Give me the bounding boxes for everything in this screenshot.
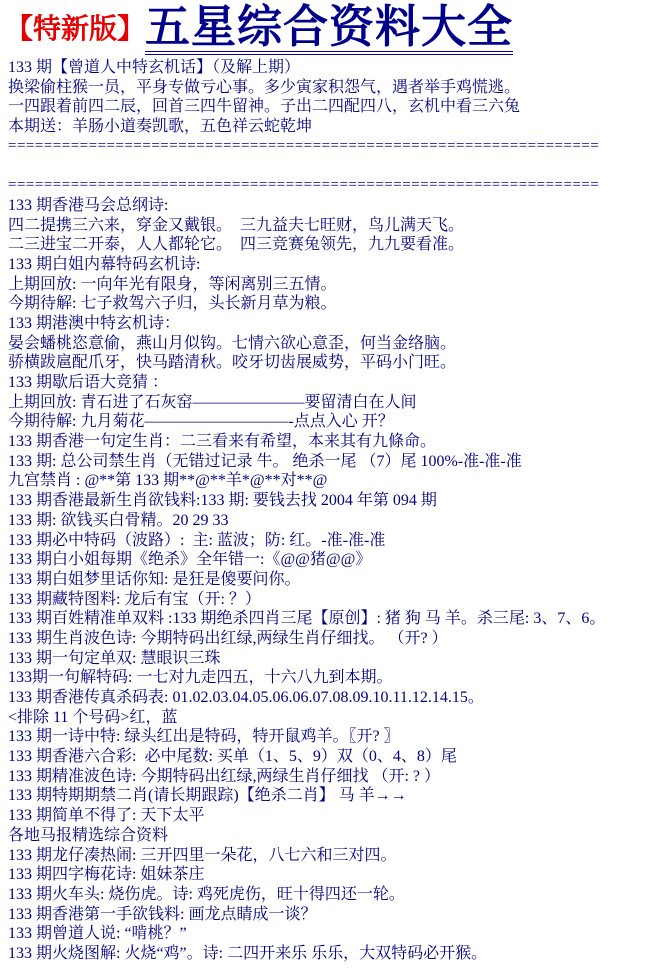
text-line: 133 期生肖波色诗: 今期特码出红绿,两绿生肖仔细找。 （开? ） — [8, 629, 448, 647]
blank-line — [8, 156, 652, 176]
text-line: 133 期火烧图解: 火烧“鸡”。诗: 二四开来乐 乐乐，大双特码必开猴。 — [8, 944, 488, 962]
text-line: 133 期香港传真杀码表: 01.02.03.04.05.06.06.07.08.09.10.11.12.14.15。 — [8, 689, 484, 706]
text-line: 133 期香港最新生肖欲钱料:133 期: 要钱去找 2004 年第 094 期 — [8, 492, 437, 510]
text-line: 133 期歇后语大竞猜 ： — [8, 374, 169, 391]
text-line: 133 期: 总公司禁生肖（无错过记录 牛。 绝杀一尾 （7）尾 100%-准-准-准 — [8, 452, 522, 470]
text-line: 133 期曾道人说: “啃桃？” — [8, 925, 187, 943]
text-line: 133期一句解特码: 一七对九走四五，十六八九到本期。 — [8, 669, 393, 687]
text-line: 133 期白姐梦里话你知: 是狂是傻要问你。 — [8, 570, 301, 588]
text-line: 本期送：羊肠小道奏凯歌，五色祥云蛇乾坤 — [8, 118, 313, 136]
text-line: 133 期简单不得了: 天下太平 — [8, 807, 205, 825]
text-line: 晏会蟠桃恣意偷，燕山月似钩。七情六欲心意歪，何当金络脑。 — [8, 334, 457, 352]
text-line: 各地马报精选综合资料 — [8, 826, 169, 844]
text-line: 133 期白小姐每期《绝杀》全年错一:《@@猪@@》 — [8, 551, 372, 569]
text-line: 一四跟着前四二辰，回首三四牛留神。子出二四配四八，玄机中看三六兔 — [8, 98, 521, 116]
text-line: 133 期精准波色诗: 今期特码出红绿,两绿生肖仔细找 （开: ? ） — [8, 767, 440, 785]
text-line: 133 期港澳中特玄机诗： — [8, 314, 181, 332]
text-line: 换梁偷柱猴一员，平身专做亏心事。多少寅家积怨气，遇者举手鸡慌逃。 — [8, 78, 521, 96]
text-line: 二三进宝二开泰，人人都轮它。 四三竞赛兔领先，九九要看准。 — [8, 236, 465, 254]
text-line: 133 期四字梅花诗: 姐妹茶庄 — [8, 866, 205, 884]
text-line: 133 期白姐内幕特码玄机诗: — [8, 255, 201, 273]
text-line: 133 期: 欲钱买白骨精。20 29 33 — [8, 511, 229, 529]
text-line: 上期回放: 一向年光有限身，等闲离别三五情。 — [8, 275, 337, 293]
text-line: 133 期香港第一手欲钱料: 画龙点睛成一谈？ — [8, 905, 317, 923]
separator-line: ================================================================== — [8, 137, 600, 154]
text-line: 133 期一诗中特: 绿头红出是特码，特开鼠鸡羊。〖开? 〗 — [8, 728, 400, 746]
document-header — [0, 0, 656, 54]
text-line: 133 期香港六合彩: 必中尾数: 买单（1、5、9）双（0、4、8）尾 — [8, 748, 457, 766]
page-title: 五星综合资料大全 — [145, 5, 513, 55]
text-line: 133 期藏特图料: 龙后有宝（开: ？） — [8, 590, 261, 608]
text-line: 四二提携三六来，穿金又戴银。 三九益夫七旺财，鸟儿满天飞。 — [8, 216, 465, 234]
text-line: 133 期特期期禁二肖(请长期跟踪)【绝杀二肖】 马 羊→→ — [8, 787, 407, 805]
text-line: 133 期必中特码（波路）: 主: 蓝波；防: 红。-准-准-准 — [8, 531, 386, 549]
text-line: 133 期百姓精准单双料 :133 期绝杀四肖三尾【原创】: 猪 狗 马 羊。杀三尾: 3、7、6。 — [8, 610, 606, 628]
text-line: 133 期香港一句定生肖：二三看来有希望，本来其有九條命。 — [8, 433, 437, 451]
text-line: 133 期一句定单双: 慧眼识三珠 — [8, 649, 221, 667]
text-line: 今期待解: 九月菊花—————————-点点入心 开？ — [8, 413, 394, 431]
text-line: 今期待解: 七子救驾六子归，头长新月草为粮。 — [8, 295, 337, 313]
text-line: <排除 11 个号码>红，蓝 — [8, 708, 178, 726]
edition-badge: 【特新版】 — [5, 14, 146, 45]
text-line: 133 期【曾道人中特玄机话】（及解上期） — [8, 59, 301, 76]
text-line: 133 期龙仔凑热闹: 三开四里一朵花，八七六和三对四。 — [8, 846, 397, 864]
text-line: 骄横跋扈配爪牙，快马踏清秋。咬牙切齿展威势，平码小门旺。 — [8, 354, 457, 372]
content-lines — [0, 54, 656, 964]
text-line: 133 期香港马会总纲诗: — [8, 196, 169, 214]
text-line: 九宫禁肖 : @**第 133 期**@**羊*@**对**@ — [8, 472, 328, 490]
separator-line: ================================================================== — [8, 177, 600, 194]
text-line: 133 期火车头: 烧伤虎。诗: 鸡死虎伤，旺十得四还一轮。 — [8, 885, 405, 903]
text-line: 上期回放: 青石进了石灰窑———————要留清白在人间 — [8, 393, 417, 411]
